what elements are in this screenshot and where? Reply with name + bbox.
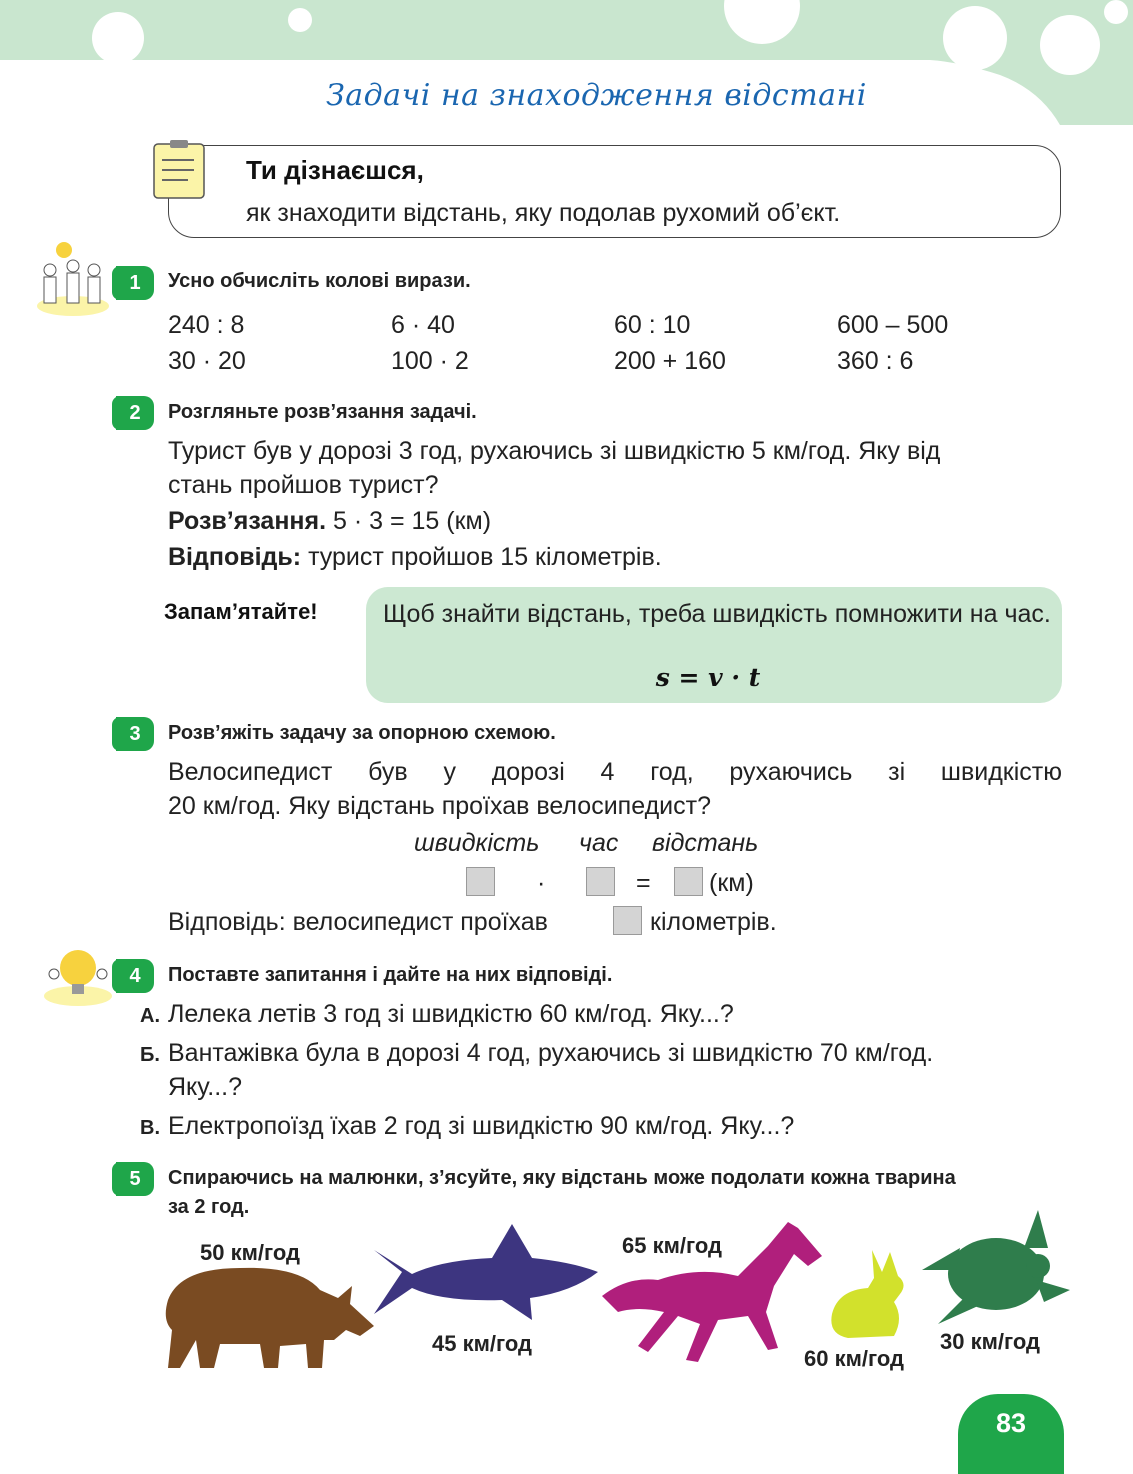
shark-icon	[372, 1222, 600, 1322]
rhino-speed: 50 км/год	[200, 1240, 300, 1265]
task-2-heading: Розгляньте розв’язання задачі.	[168, 401, 477, 423]
task-2-solution	[168, 504, 491, 538]
task-2-problem-line1: Турист був у дорозі 3 год, рухаючись зі швидкістю 5 км/год. Яку від	[168, 437, 941, 465]
turtle-speed: 30 км/год	[940, 1329, 1040, 1354]
expression: 200 + 160	[614, 347, 726, 375]
rhino-icon	[160, 1260, 380, 1370]
solution-label: Розв’язання.	[168, 507, 327, 535]
task-3-badge: 3	[116, 717, 154, 751]
rabbit-icon	[828, 1248, 908, 1340]
option-a-text: Лелека летів 3 год зі швидкістю 60 км/год. Яку...?	[168, 1000, 734, 1028]
schema-time-label: час	[579, 829, 619, 857]
schema-speed-label: швидкість	[414, 829, 540, 857]
task-2-badge: 2	[116, 396, 154, 430]
distance-answer-box[interactable]	[674, 867, 703, 896]
task-5-heading-line2: за 2 год.	[168, 1196, 250, 1218]
distance-formula: s = v · t	[655, 663, 761, 692]
task-3-problem-line1: Велосипедист був у дорозі 4 год, рухаючись зі швидкістю	[168, 758, 1062, 786]
remember-text: Щоб знайти відстань, треба швидкість помножити на час.	[383, 600, 1051, 628]
lightbulb-team-icon	[44, 946, 112, 1006]
expression: 360 : 6	[837, 347, 914, 375]
task-1-heading: Усно обчисліть колові вирази.	[168, 270, 471, 292]
expression: 30 · 20	[168, 347, 246, 375]
task-3-heading: Розв’яжіть задачу за опорною схемою.	[168, 722, 556, 744]
horse-speed: 65 км/год	[622, 1233, 722, 1258]
option-b-text-line2: Яку...?	[168, 1073, 243, 1101]
expression: 240 : 8	[168, 311, 245, 339]
task-5-badge: 5	[116, 1162, 154, 1196]
option-a-letter: А.	[140, 1005, 160, 1027]
task-4-heading: Поставте запитання і дайте на них відповіді.	[168, 964, 613, 986]
shark-speed: 45 км/год	[432, 1331, 532, 1356]
intro-text: як знаходити відстань, яку подолав рухомий об’єкт.	[246, 199, 841, 227]
solution-value: 5 · 3 = 15 (км)	[333, 507, 492, 535]
task-3-answer-prefix: Відповідь: велосипедист проїхав	[168, 908, 548, 936]
expression: 100 · 2	[391, 347, 469, 375]
expression: 6 · 40	[391, 311, 455, 339]
answer-label: Відповідь:	[168, 543, 302, 571]
task-2-problem-line2: стань пройшов турист?	[168, 471, 439, 499]
rabbit-speed: 60 км/год	[804, 1346, 904, 1371]
task-5-heading-line1: Спираючись на малюнки, з’ясуйте, яку відстань може подолати кожна тварина	[168, 1167, 956, 1189]
expression: 600 – 500	[837, 311, 949, 339]
option-b-letter: Б.	[140, 1044, 160, 1066]
time-answer-box[interactable]	[586, 867, 615, 896]
option-c-letter: В.	[140, 1117, 160, 1139]
page-number: 83	[995, 1408, 1027, 1438]
unit-label: (км)	[709, 869, 754, 897]
speed-answer-box[interactable]	[466, 867, 495, 896]
intro-heading: Ти дізнаєшся,	[246, 155, 424, 185]
option-b-text: Вантажівка була в дорозі 4 год, рухаючись зі швидкістю 70 км/год.	[168, 1039, 934, 1067]
task-3-answer-suffix: кілометрів.	[650, 908, 777, 936]
task-2-answer	[168, 540, 662, 574]
schema-distance-label: відстань	[652, 829, 759, 857]
answer-box[interactable]	[613, 906, 642, 935]
multiply-sign: ·	[537, 869, 546, 897]
group-work-icon	[36, 240, 110, 316]
task-4-badge: 4	[116, 959, 154, 993]
sticky-note-icon	[148, 138, 210, 204]
equals-sign: =	[636, 869, 651, 897]
page-title: Задачі на знаходження відстані	[326, 78, 867, 113]
turtle-icon	[920, 1208, 1072, 1328]
task-1-badge: 1	[116, 266, 154, 300]
remember-label: Запам’ятайте!	[164, 599, 318, 624]
expression: 60 : 10	[614, 311, 691, 339]
answer-value: турист пройшов 15 кілометрів.	[308, 543, 662, 571]
task-3-problem-line2: 20 км/год. Яку відстань проїхав велосипедист?	[168, 792, 711, 820]
option-c-text: Електропоїзд їхав 2 год зі швидкістю 90 км/год. Яку...?	[168, 1112, 795, 1140]
